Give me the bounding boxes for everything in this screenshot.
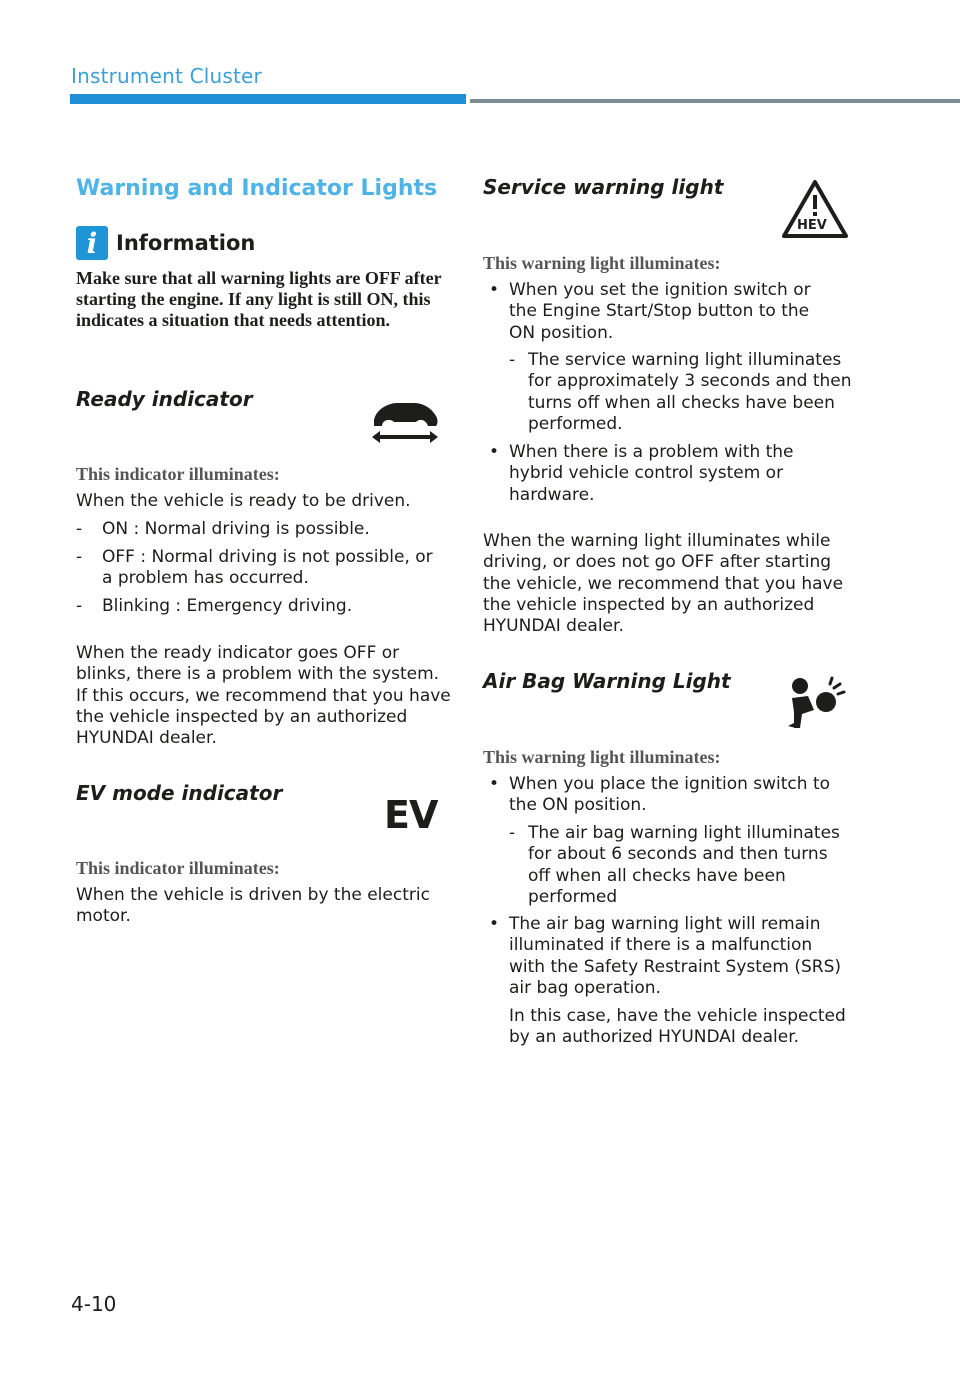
information-label: Information bbox=[116, 231, 256, 255]
service-sub-1-text: The service warning light illuminates for approximately 3 seconds and then turns off when all checks have been performed. bbox=[528, 350, 852, 434]
airbag-bullet-2 bbox=[489, 914, 853, 999]
ready-title: Ready indicator bbox=[76, 387, 253, 411]
bullet-mark: • bbox=[489, 774, 500, 794]
header-bar-accent bbox=[70, 94, 466, 104]
service-hev-label: HEV bbox=[797, 218, 827, 233]
ready-note: When the ready indicator goes OFF or blinks, there is a problem with the system. If this occurs, we recommend that you have the vehicle inspected by an authorized HYUNDAI dealer. bbox=[76, 643, 451, 749]
service-sub-1 bbox=[509, 350, 855, 435]
header-title: Instrument Cluster bbox=[71, 64, 262, 88]
service-bullet-2-text: When there is a problem with the hybrid vehicle control system or hardware. bbox=[509, 442, 794, 505]
airbag-bullet-2-text: The air bag warning light will remain illuminated if there is a malfunction with the Safety Restraint System (SRS) air bag operation. bbox=[509, 914, 842, 998]
airbag-warning-icon bbox=[784, 676, 848, 732]
bullet-mark: • bbox=[489, 280, 500, 300]
service-lead: This warning light illuminates: bbox=[483, 253, 721, 273]
ready-car-icon bbox=[366, 394, 444, 450]
information-heading bbox=[76, 225, 255, 261]
page-number: 4-10 bbox=[71, 1292, 117, 1316]
airbag-lead: This warning light illuminates: bbox=[483, 747, 721, 767]
header-bar-rule bbox=[470, 99, 960, 103]
service-note: When the warning light illuminates while driving, or does not go OFF after starting the vehicle, we recommend that you have the vehicle inspected by an authorized HYUNDAI dealer. bbox=[483, 531, 844, 637]
ev-title: EV mode indicator bbox=[76, 781, 283, 805]
dash-mark: - bbox=[509, 350, 516, 370]
section-title: Warning and Indicator Lights bbox=[76, 176, 438, 201]
dash-mark: - bbox=[76, 596, 83, 616]
information-text: Make sure that all warning lights are OFF after starting the engine. If any light is still ON, this indicates a situation that needs attention. bbox=[76, 268, 442, 330]
airbag-bullet-2-extra: In this case, have the vehicle inspected by an authorized HYUNDAI dealer. bbox=[509, 1006, 846, 1048]
ready-item-off bbox=[76, 547, 446, 590]
service-title: Service warning light bbox=[483, 175, 724, 199]
bullet-mark: • bbox=[489, 914, 500, 934]
service-bullet-1 bbox=[489, 280, 835, 344]
ready-intro: When the vehicle is ready to be driven. bbox=[76, 491, 411, 511]
ready-item-off-text: OFF : Normal driving is not possible, or a problem has occurred. bbox=[102, 547, 433, 589]
ready-item-blinking bbox=[76, 596, 446, 617]
information-icon: i bbox=[76, 226, 108, 260]
dash-mark: - bbox=[76, 547, 83, 567]
bullet-mark: • bbox=[489, 442, 500, 462]
airbag-sub-1-text: The air bag warning light illuminates for about 6 seconds and then turns off when all checks have been performed bbox=[528, 823, 840, 907]
ev-mode-icon: EV bbox=[384, 793, 438, 837]
ready-item-on bbox=[76, 519, 446, 540]
service-bullet-2 bbox=[489, 442, 835, 506]
ev-text: When the vehicle is driven by the electric motor. bbox=[76, 885, 430, 927]
airbag-bullet-1-text: When you place the ignition switch to the ON position. bbox=[509, 774, 831, 816]
ev-lead: This indicator illuminates: bbox=[76, 858, 280, 878]
dash-mark: - bbox=[509, 823, 516, 843]
ready-item-on-text: ON : Normal driving is possible. bbox=[102, 519, 370, 539]
airbag-sub-1 bbox=[509, 823, 855, 908]
ready-item-blinking-text: Blinking : Emergency driving. bbox=[102, 596, 353, 616]
dash-mark: - bbox=[76, 519, 83, 539]
airbag-title: Air Bag Warning Light bbox=[483, 669, 731, 693]
ready-lead: This indicator illuminates: bbox=[76, 464, 280, 484]
airbag-bullet-1 bbox=[489, 774, 835, 817]
service-bullet-1-text: When you set the ignition switch or the Engine Start/Stop button to the ON position. bbox=[509, 280, 811, 343]
